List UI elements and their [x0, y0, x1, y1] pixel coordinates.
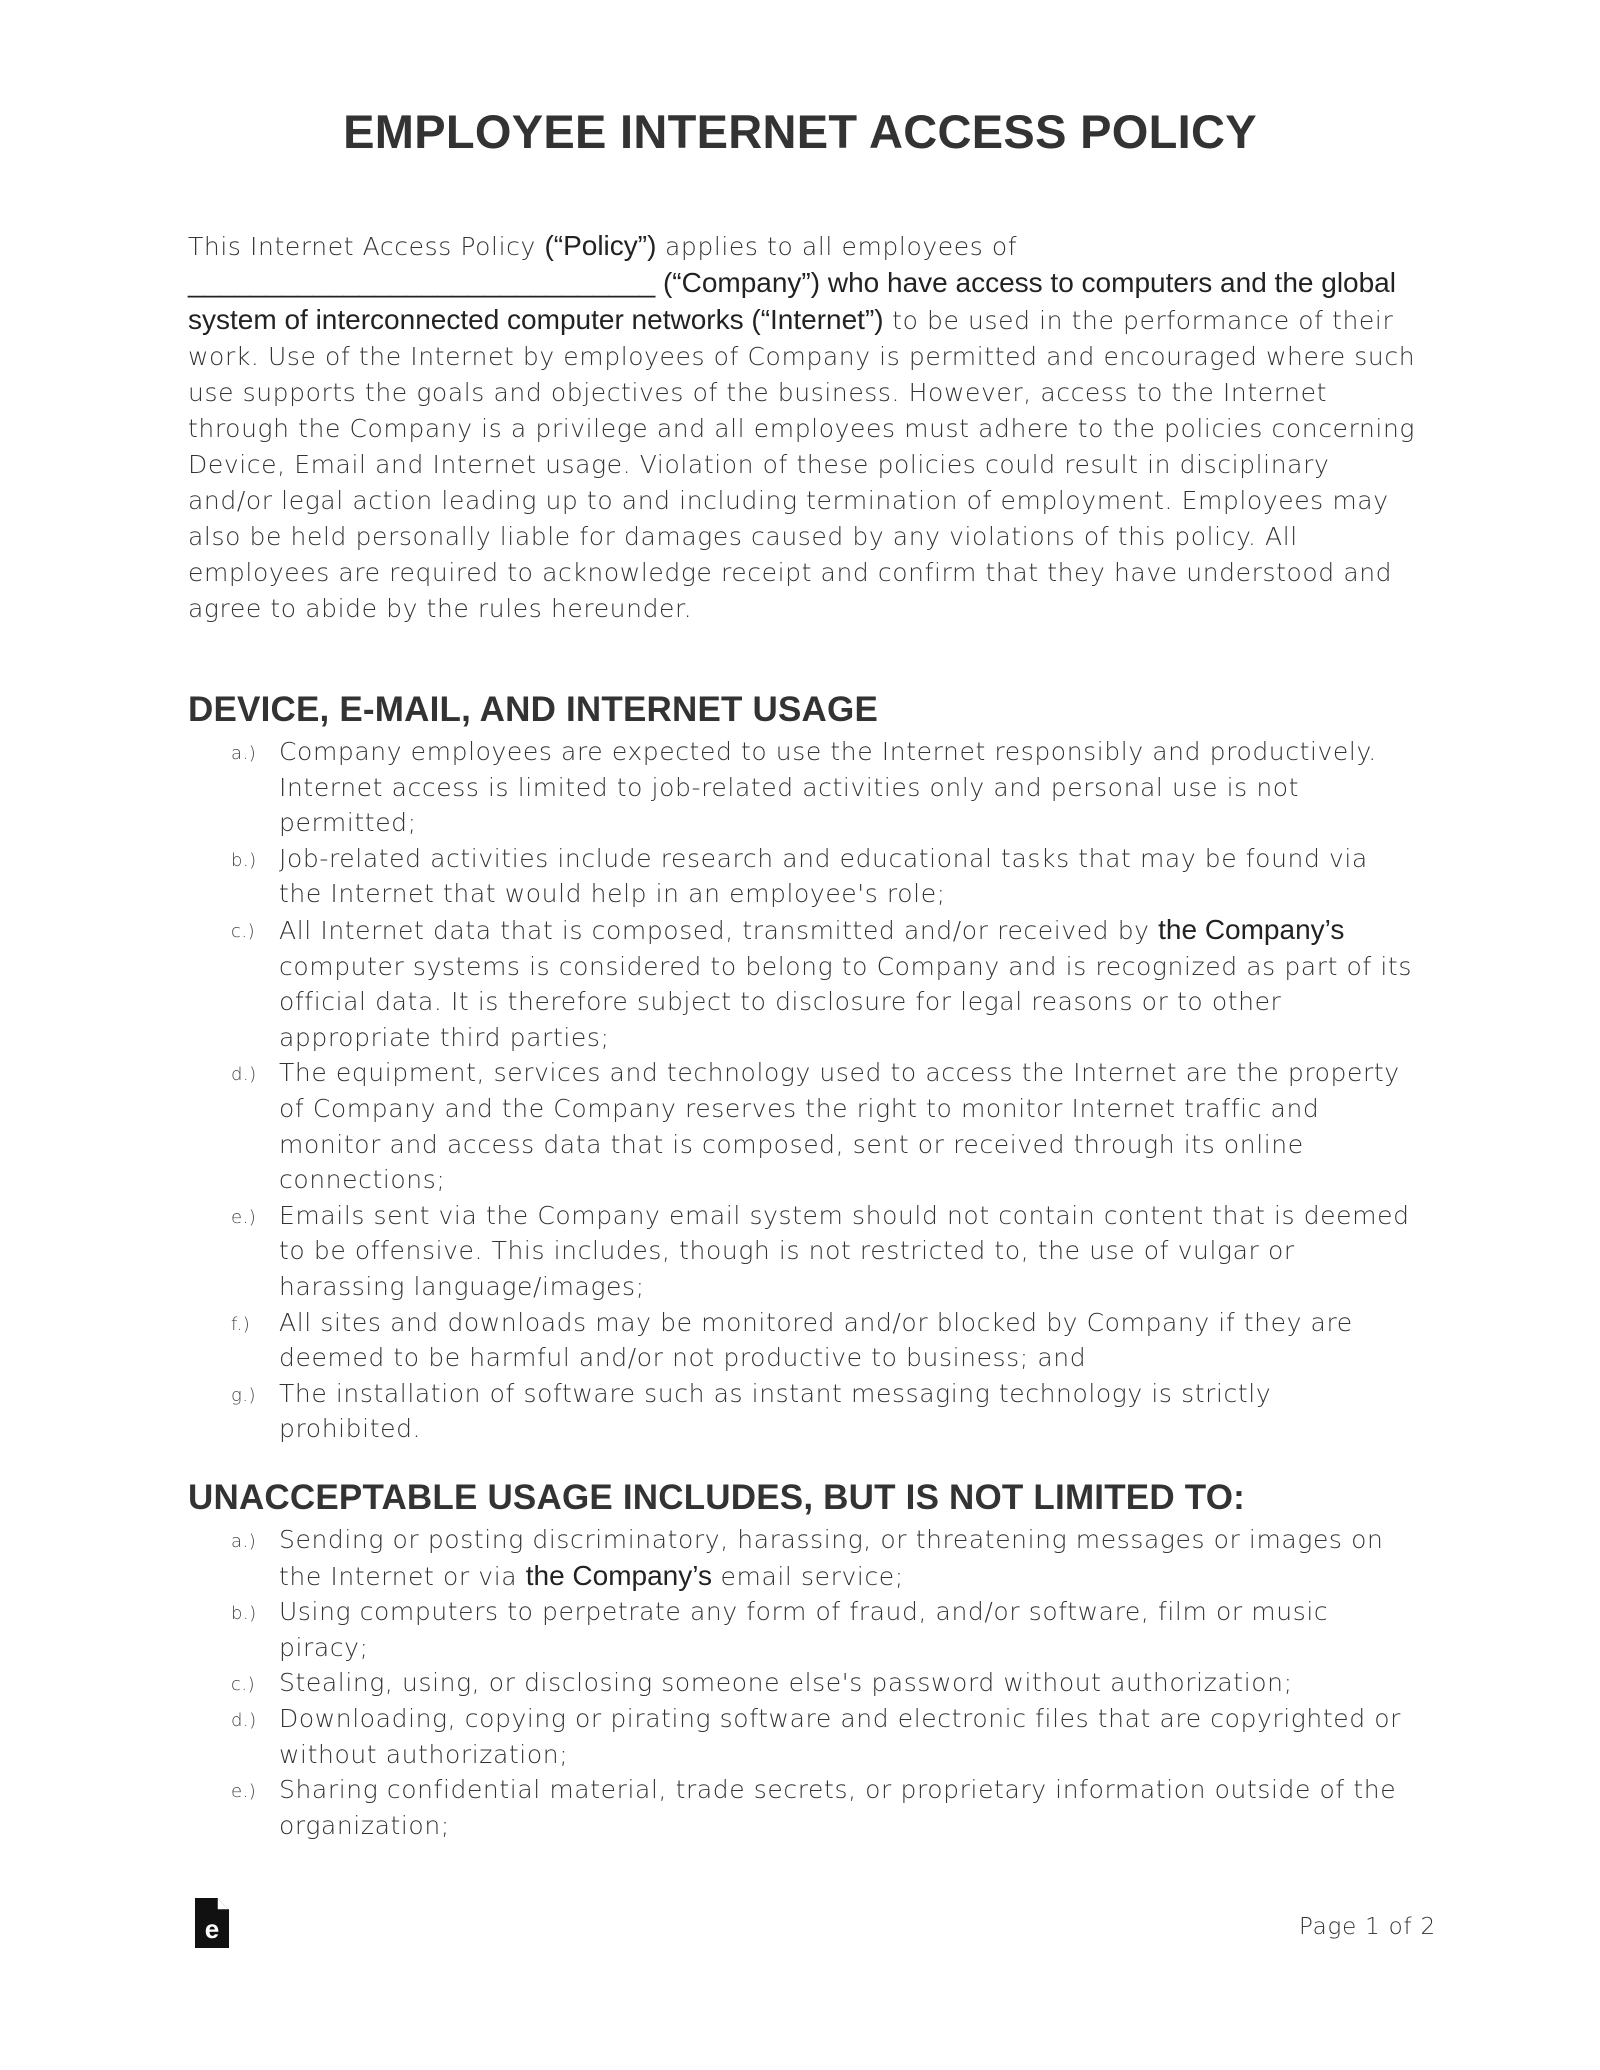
- list-item: [188, 1522, 1418, 1594]
- list-item-text: All sites and downloads may be monitored and/or blocked by Company if they are deemed to be harmful and/or not productive to business; and: [279, 1307, 1353, 1373]
- policy-term: (“Policy”): [544, 230, 657, 261]
- list-item-text: Emails sent via the Company email system should not contain content that is deemed to be offensive. This includes, though is not restricted to, the use of vulgar or harassing language/images;: [279, 1200, 1410, 1301]
- list-item: [188, 1665, 1418, 1701]
- section-heading-usage: DEVICE, E-MAIL, AND INTERNET USAGE: [188, 690, 878, 729]
- list-item: [188, 1055, 1418, 1197]
- list-marker: b.): [231, 1603, 257, 1625]
- list-marker: b.): [231, 849, 257, 871]
- list-marker: d.): [231, 1709, 257, 1731]
- list-item-text-pre: All Internet data that is composed, transmitted and/or received by: [279, 915, 1159, 945]
- company-blank-field: ________________: [188, 267, 438, 298]
- list-item: [188, 1594, 1418, 1665]
- list-marker: a.): [231, 1531, 257, 1552]
- company-possessive-term: the Company’s: [525, 1559, 712, 1591]
- section-heading-unacceptable: UNACCEPTABLE USAGE INCLUDES, BUT IS NOT LIMITED TO:: [188, 1478, 1245, 1517]
- list-marker: g.): [231, 1384, 257, 1406]
- list-item-text: Downloading, copying or pirating software and electronic files that are copyrighted or without authorization;: [279, 1703, 1402, 1769]
- list-item-text-post: computer systems is considered to belong to Company and is recognized as part of its official data. It is therefore subject to disclosure for legal reasons or to other appropriate third parties;: [279, 951, 1412, 1052]
- list-item: [188, 841, 1418, 912]
- page-title: EMPLOYEE INTERNET ACCESS POLICY: [343, 105, 1257, 158]
- list-item-text-post: email service;: [711, 1561, 904, 1591]
- list-marker: d.): [231, 1064, 257, 1086]
- list-item: [188, 1376, 1418, 1447]
- list-marker: c.): [231, 1674, 256, 1696]
- page-number: Page 1 of 2: [1298, 1914, 1436, 1940]
- list-item: [188, 1305, 1418, 1376]
- list-item-text: The equipment, services and technology used to access the Internet are the property of Company and the Company reserves the right to monitor Internet traffic and monitor and access data that is composed, sent or received through its online connections;: [279, 1058, 1400, 1195]
- usage-list: [188, 734, 1418, 1447]
- eforms-logo-icon: [195, 1898, 229, 1948]
- list-item-text: Using computers to perpetrate any form of fraud, and/or software, film or music piracy;: [279, 1597, 1329, 1662]
- intro-text-2: applies to all employees of: [656, 232, 1018, 261]
- unacceptable-list: [188, 1522, 1418, 1843]
- company-possessive-term: the Company’s: [1158, 913, 1345, 945]
- list-marker: e.): [231, 1206, 257, 1228]
- list-item-text: Job-related activities include research and educational tasks that may be found via the Internet that would help in an employee's role;: [279, 843, 1368, 909]
- intro-text-1: This Internet Access Policy: [188, 232, 545, 261]
- list-item-text: The installation of software such as instant messaging technology is strictly prohibited.: [279, 1378, 1272, 1444]
- list-item: [188, 1198, 1418, 1305]
- list-item: [188, 1772, 1418, 1843]
- list-item: [188, 1701, 1418, 1772]
- list-marker: c.): [231, 920, 256, 942]
- list-marker: f.): [231, 1313, 251, 1335]
- intro-paragraph: [188, 228, 1418, 627]
- list-item-text: Stealing, using, or disclosing someone else's password without authorization;: [279, 1668, 1293, 1698]
- company-term: ______________ (“Company”) who have access to computers and the global system of interconnected computer networks (“Internet”): [188, 267, 1396, 335]
- list-item-text: Sharing confidential material, trade secrets, or proprietary information outside of the organization;: [279, 1775, 1397, 1840]
- list-item-text-pre: Sending or posting discriminatory, harassing, or threatening messages or images on the Internet or via: [279, 1525, 1384, 1591]
- list-item: [188, 912, 1418, 1055]
- svg-text:e: e: [204, 1914, 220, 1944]
- list-marker: a.): [231, 743, 257, 764]
- list-marker: e.): [231, 1781, 257, 1803]
- list-item-text: Company employees are expected to use the Internet responsibly and productively. Internet access is limited to job-related activities only and personal use is not permitted;: [279, 737, 1377, 838]
- intro-text-3: to be used in the performance of their work. Use of the Internet by employees of Company is permitted and encouraged where such use supports the goals and objectives of the business. However, access to the Internet through the Company is a privilege and all employees must adhere to the policies concerning Device, Email and Internet usage. Violation of these policies could result in disciplinary and/or legal action leading up to and including termination of employment. Employees may also be held personally liable for damages caused by any violations of this policy. All employees are required to acknowledge receipt and confirm that they have understood and agree to abide by the rules hereunder.: [188, 306, 1416, 623]
- list-item: [188, 734, 1418, 841]
